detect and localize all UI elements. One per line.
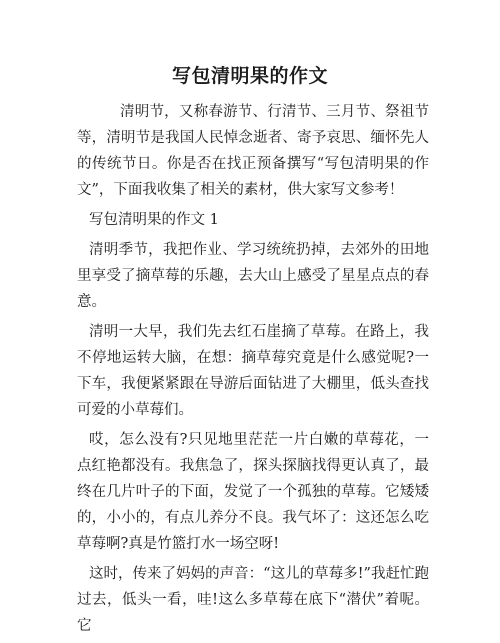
- body-paragraph: 清明一大早，我们先去红石崖摘了草莓。在路上，我不停地运转大脑，在想：摘草莓究竟是什么感觉呢?一下车，我便紧紧跟在导游后面钻进了大棚里，低头查找可爱的小草莓们。: [77, 324, 429, 418]
- body-paragraph: 哎，怎么没有?只见地里茫茫一片白嫩的草莓花，一点红艳都没有。我焦急了，探头探脑找得更认真了，最终在几片叶子的下面，发觉了一个孤独的草莓。它矮矮的，小小的，有点儿养分不良。我气坏了：这还怎么吃草莓啊?真是竹篮打水一场空呀!: [77, 432, 429, 552]
- article-title: 写包清明果的作文: [171, 65, 328, 87]
- body-paragraph: 这时，传来了妈妈的声音：“这儿的草莓多!”我赶忙跑过去，低头一看，哇!这么多草莓在底下“潜伏”着呢。它: [77, 566, 429, 634]
- body-paragraph: 清明季节，我把作业、学习统统扔掉，去郊外的田地里享受了摘草莓的乐趣，去大山上感受了星星点点的春意。: [77, 242, 429, 310]
- section-heading: 写包清明果的作文 1: [89, 212, 219, 228]
- intro-paragraph: 清明节，又称春游节、行清节、三月节、祭祖节等，清明节是我国人民悼念逝者、寄予哀思、缅怀先人的传统节日。你是否在找正预备撰写“写包清明果的作文”，下面我收集了相关的素材，供大家写文参考！: [77, 104, 429, 198]
- article-body: [77, 99, 429, 643]
